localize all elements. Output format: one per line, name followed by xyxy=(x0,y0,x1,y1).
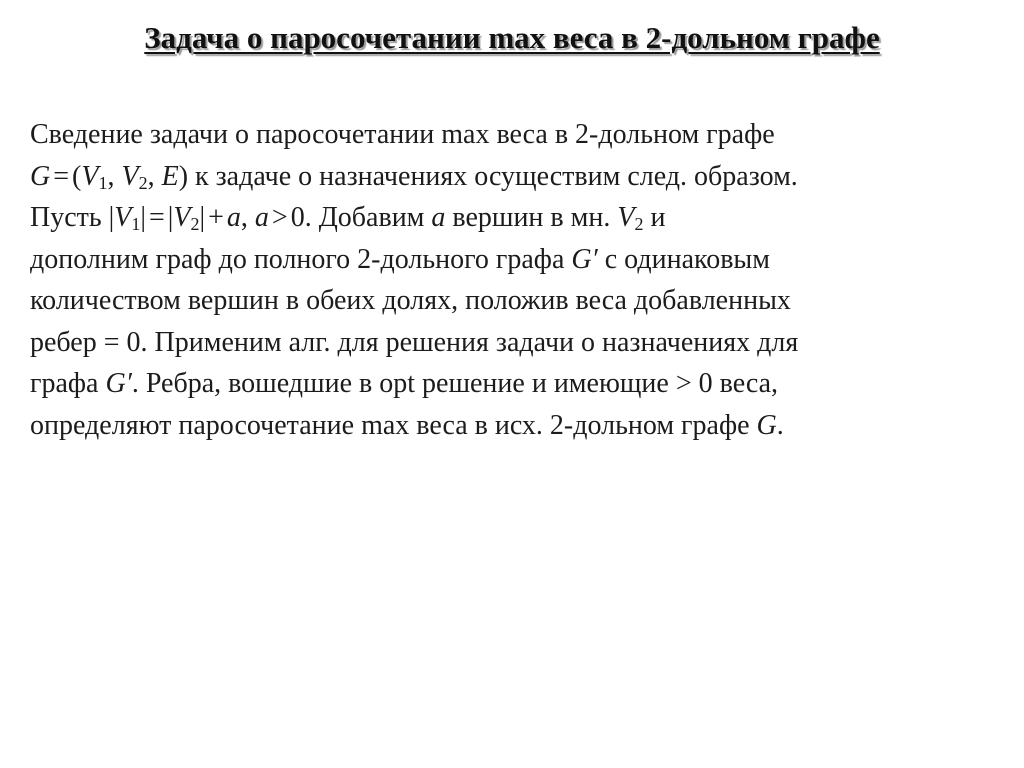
line-3-tail: и xyxy=(643,202,666,233)
math-open-paren: ( xyxy=(72,160,82,192)
line-4-text: дополним граф до полного 2-дольного графа xyxy=(30,243,572,275)
paragraph-line-6: ребер = 0. Применим алг. для решения задачи о назначениях для xyxy=(30,326,799,358)
line-8-text: определяют паросочетание max веса в исх. 2-дольном графе xyxy=(30,409,757,441)
math-sub-2: 2 xyxy=(634,214,644,234)
math-abs-bar: | xyxy=(108,202,115,233)
paragraph-line-4 xyxy=(30,239,1005,281)
math-greater-than: > xyxy=(675,368,692,399)
paragraph-line-8 xyxy=(30,405,1005,447)
line-7-text: 0 веса, xyxy=(691,368,779,399)
math-g: G xyxy=(756,409,777,441)
math-equals: = xyxy=(148,202,165,233)
math-close-paren: ) xyxy=(178,160,189,192)
math-a: a xyxy=(431,202,446,233)
line-4-text: с одинаковым xyxy=(597,243,770,275)
math-g-prime: G′ xyxy=(105,368,132,399)
math-abs-bar: | xyxy=(199,202,206,233)
paragraph-line-2 xyxy=(30,156,1005,198)
math-g: G xyxy=(30,160,51,192)
math-v2: V xyxy=(121,160,139,192)
math-a: a xyxy=(226,202,241,233)
slide-title: Задача о паросочетании max веса в 2-дольном графе xyxy=(144,20,880,55)
math-v1: V xyxy=(81,160,99,192)
math-plus: + xyxy=(208,202,224,233)
math-v2: V xyxy=(173,202,191,233)
line-7-text: графа xyxy=(30,368,106,399)
line-3-text: вершин в мн. xyxy=(445,202,618,233)
math-greater-than: > xyxy=(271,202,288,233)
math-comma: , xyxy=(107,160,122,192)
math-v2: V xyxy=(617,202,635,233)
line-2-text: к задаче о назначениях осуществим след. образом. xyxy=(188,160,798,192)
line-3-text: 0. Добавим xyxy=(290,202,432,233)
math-sub-1: 1 xyxy=(98,172,108,193)
slide-body-paragraph xyxy=(30,114,1005,446)
line-7-text: . Ребра, вошедшие в opt решение и имеющие xyxy=(131,368,676,399)
math-e: E xyxy=(161,160,179,192)
math-v1: V xyxy=(114,202,132,233)
math-abs-bar: | xyxy=(140,202,146,233)
math-a: a xyxy=(254,202,269,233)
paragraph-line-7 xyxy=(30,363,1005,405)
math-sub-2: 2 xyxy=(138,172,148,193)
math-comma: , xyxy=(240,202,255,233)
paragraph-line-5: количеством вершин в обеих долях, положив веса добавленных xyxy=(30,285,791,316)
math-comma: , xyxy=(147,160,162,192)
line-8-dot: . xyxy=(776,409,784,441)
math-g-prime: G′ xyxy=(571,243,598,275)
paragraph-line-3 xyxy=(30,197,1005,239)
line-3-lead: Пусть xyxy=(30,202,109,233)
math-sub-2: 2 xyxy=(190,214,200,234)
paragraph-line-1: Сведение задачи о паросочетании max веса в 2-дольном графе xyxy=(30,119,775,150)
math-equals: = xyxy=(53,160,70,192)
math-sub-1: 1 xyxy=(131,214,141,234)
math-abs-bar: | xyxy=(167,202,174,233)
